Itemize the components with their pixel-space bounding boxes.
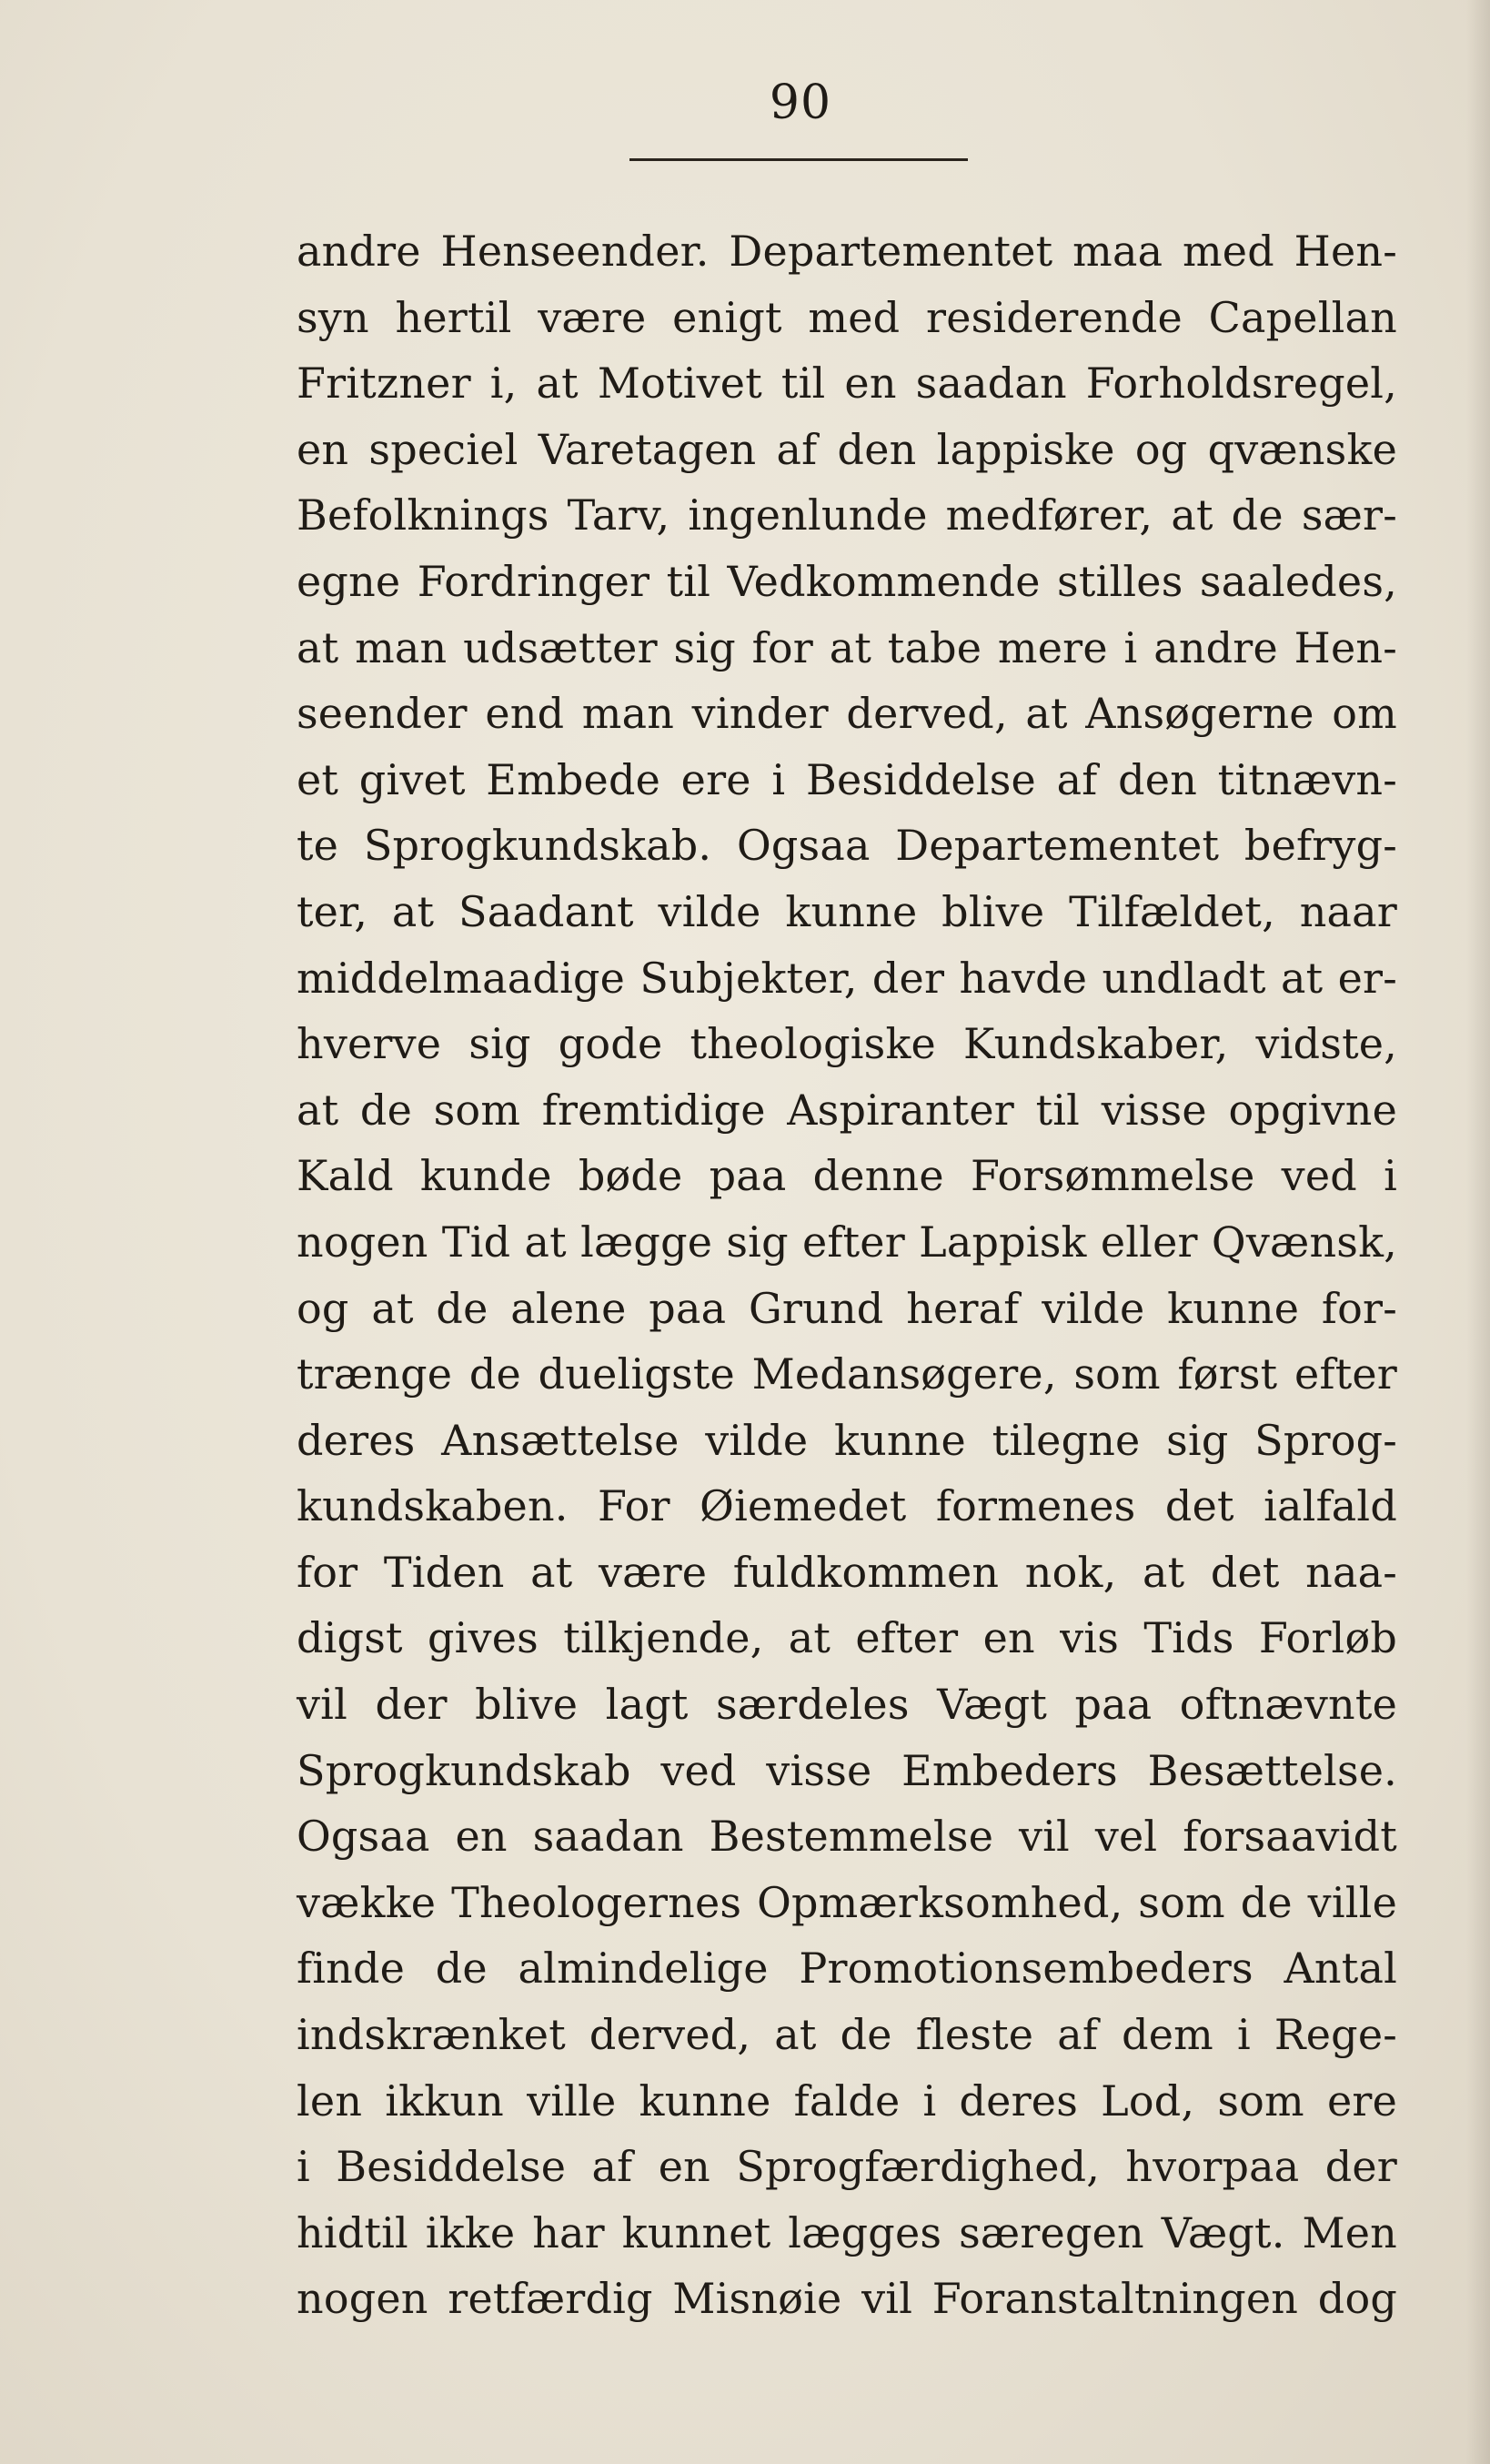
text-line: i Besiddelse af en Sprogfærdighed, hvorpaa der xyxy=(297,2142,1397,2192)
page-number: 90 xyxy=(769,76,832,130)
text-line: seender end man vinder derved, at Ansøgerne om xyxy=(297,689,1397,739)
text-line: Ogsaa en saadan Bestemmelse vil vel forsaavidt xyxy=(297,1812,1397,1862)
text-line: egne Fordringer til Vedkommende stilles saaledes, xyxy=(297,556,1397,606)
text-line: syn hertil være enigt med residerende Capellan xyxy=(297,292,1397,342)
header-rule xyxy=(629,158,968,161)
text-line: ter, at Saadant vilde kunne blive Tilfældet, naar xyxy=(297,886,1397,936)
text-line: vække Theologernes Opmærksomhed, som de ville xyxy=(297,1877,1397,1927)
text-line: Befolknings Tarv, ingenlunde medfører, at de sær- xyxy=(297,490,1397,540)
text-line: Kald kunde bøde paa denne Forsømmelse ved i xyxy=(297,1151,1397,1201)
text-line: og at de alene paa Grund heraf vilde kunne for- xyxy=(297,1283,1397,1333)
text-line: hidtil ikke har kunnet lægges særegen Vægt. Men xyxy=(297,2207,1397,2257)
text-line: Sprogkundskab ved visse Embeders Besættelse. xyxy=(297,1745,1397,1795)
text-line: at de som fremtidige Aspiranter til visse opgivne xyxy=(297,1085,1397,1135)
text-line: kundskaben. For Øiemedet formenes det ialfald xyxy=(297,1481,1397,1531)
text-line: at man udsætter sig for at tabe mere i andre Hen- xyxy=(297,622,1397,672)
text-line: middelmaadige Subjekter, der havde undladt at er- xyxy=(297,953,1397,1003)
text-line: finde de almindelige Promotionsembeders Antal xyxy=(297,1944,1397,1994)
text-line: indskrænket derved, at de fleste af dem i Rege- xyxy=(297,2010,1397,2060)
text-line: te Sprogkundskab. Ogsaa Departementet befryg- xyxy=(297,821,1397,871)
text-line: digst gives tilkjende, at efter en vis Tids Forløb xyxy=(297,1613,1397,1663)
text-line: deres Ansættelse vilde kunne tilegne sig Sprog- xyxy=(297,1415,1397,1465)
text-line: len ikkun ville kunne falde i deres Lod, som ere xyxy=(297,2075,1397,2126)
text-line: nogen retfærdig Misnøie vil Foranstaltningen dog xyxy=(297,2274,1397,2324)
text-line: Fritzner i, at Motivet til en saadan Forholdsregel, xyxy=(297,358,1397,409)
text-line: vil der blive lagt særdeles Vægt paa oftnævnte xyxy=(297,1680,1397,1730)
text-line: en speciel Varetagen af den lappiske og qvænske xyxy=(297,424,1397,474)
page-edge-shadow xyxy=(1466,0,1490,2464)
text-line: nogen Tid at lægge sig efter Lappisk eller Qvænsk, xyxy=(297,1217,1397,1267)
body-text xyxy=(297,218,1397,2332)
text-line: andre Henseender. Departementet maa med Hen- xyxy=(297,227,1397,276)
text-line: trænge de dueligste Medansøgere, som først efter xyxy=(297,1349,1397,1399)
text-line: hverve sig gode theologiske Kundskaber, vidste, xyxy=(297,1019,1397,1069)
text-line: for Tiden at være fuldkommen nok, at det naa- xyxy=(297,1547,1397,1597)
text-line: et givet Embede ere i Besiddelse af den titnævn- xyxy=(297,754,1397,804)
